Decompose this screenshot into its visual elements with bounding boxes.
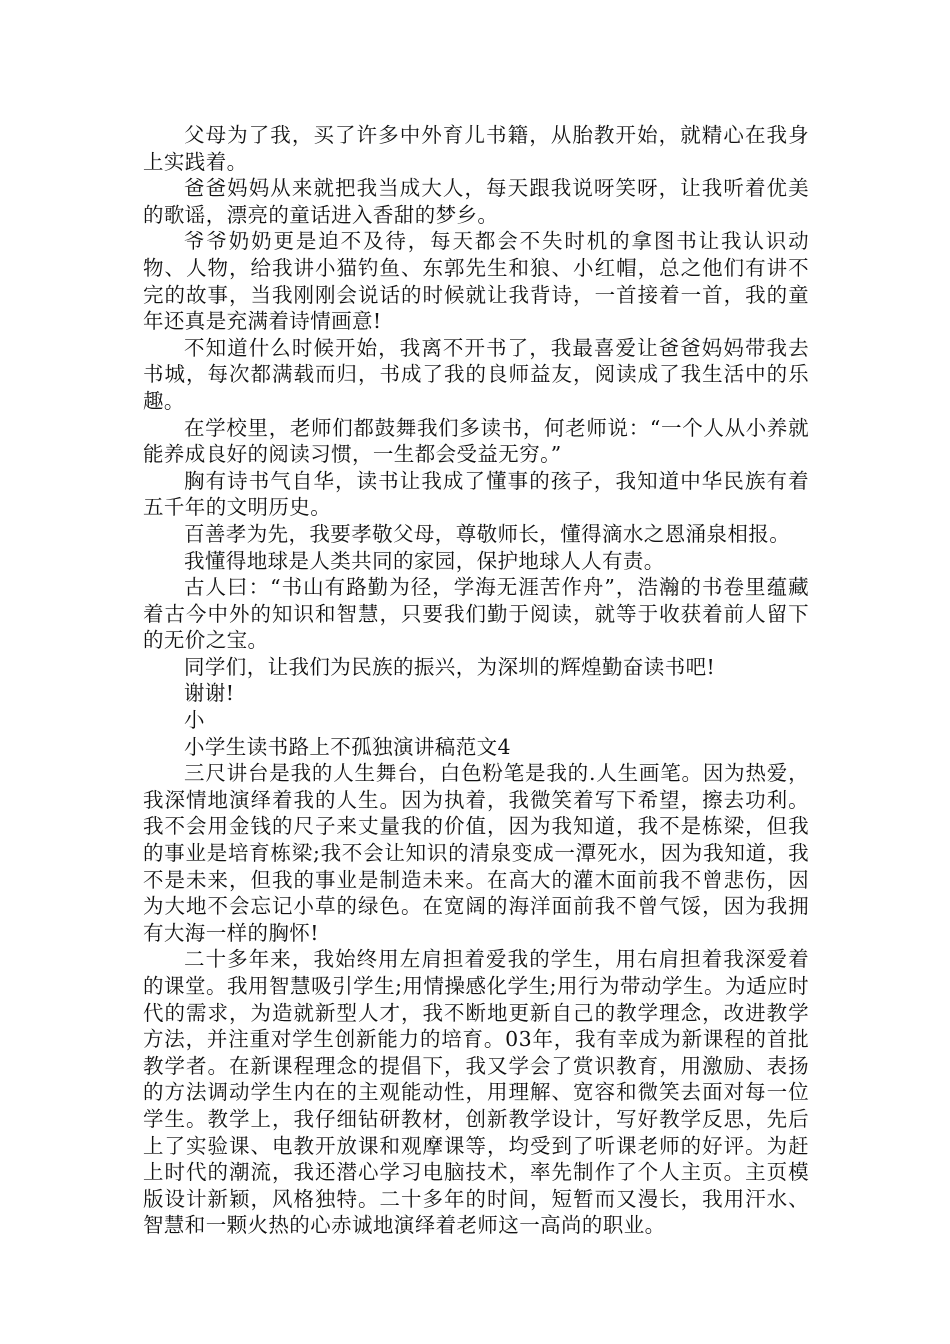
paragraph: 同学们，让我们为民族的振兴，为深圳的辉煌勤奋读书吧! xyxy=(184,654,716,679)
paragraph: 父母为了我，买了许多中外育儿书籍，从胎教开始，就精心在我身上实践着。 xyxy=(143,123,809,174)
closing-line: 谢谢! xyxy=(184,681,235,706)
paragraph: 古人曰：“书山有路勤为径，学海无涯苦作舟”，浩瀚的书卷里蕴藏着古今中外的知识和智慧，只要我们勤于阅读，就等于收获着前人留下的无价之宝。 xyxy=(143,575,809,653)
paragraph: 百善孝为先，我要孝敬父母，尊敬师长，懂得滴水之恩涌泉相报。 xyxy=(184,521,791,546)
paragraph: 不知道什么时候开始，我离不开书了，我最喜爱让爸爸妈妈带我去书城，每次都满载而归，书成了我的良师益友，阅读成了我生活中的乐趣。 xyxy=(143,335,809,413)
document-page xyxy=(143,122,809,1239)
paragraph: 三尺讲台是我的人生舞台，白色粉笔是我的.人生画笔。因为热爱，我深情地演绎着我的人生。因为执着，我微笑着写下希望，擦去功利。我不会用金钱的尺子来丈量我的价值，因为我知道，我不是栋梁，但我的事业是培育栋梁;我不会让知识的清泉变成一潭死水，因为我知道，我不是未来，但我的事业是制造未来。在高大的灌木面前我不曾悲伤，因为大地不会忘记小草的绿色。在宽阔的海洋面前我不曾气馁，因为我拥有大海一样的胸怀! xyxy=(143,761,809,945)
paragraph: 爷爷奶奶更是迫不及待，每天都会不失时机的拿图书让我认识动物、人物，给我讲小猫钓鱼、东郭先生和狼、小红帽，总之他们有讲不完的故事，当我刚刚会说话的时候就让我背诗，一首接着一首，我的童年还真是充满着诗情画意! xyxy=(143,229,809,334)
fragment-line: 小 xyxy=(184,708,205,733)
paragraph: 爸爸妈妈从来就把我当成大人，每天跟我说呀笑呀，让我听着优美的歌谣，漂亮的童话进入香甜的梦乡。 xyxy=(143,176,809,227)
paragraph: 我懂得地球是人类共同的家园，保护地球人人有责。 xyxy=(184,548,665,573)
paragraph: 胸有诗书气自华，读书让我成了懂事的孩子，我知道中华民族有着五千年的文明历史。 xyxy=(143,468,809,520)
paragraph: 二十多年来，我始终用左肩担着爱我的学生，用右肩担着我深爱着的课堂。我用智慧吸引学生;用情操感化学生;用行为带动学生。为适应时代的需求，为造就新型人才，我不断地更新自己的教学理念，改进教学方法，并注重对学生创新能力的培育。03年，我有幸成为新课程的首批教学者。在新课程理念的提倡下，我又学会了赏识教育，用激励、表扬的方法调动学生内在的主观能动性，用理解、宽容和微笑去面对每一位学生。教学上，我仔细钻研教材，创新教学设计，写好教学反思，先后上了实验课、电教开放课和观摩课等，均受到了听课老师的好评。为赶上时代的潮流，我还潜心学习电脑技术，率先制作了个人主页。主页模版设计新颖，风格独特。二十多年的时间，短暂而又漫长，我用汗水、智慧和一颗火热的心赤诚地演绎着老师这一高尚的职业。 xyxy=(143,947,809,1238)
section-title: 小学生读书路上不孤独演讲稿范文4 xyxy=(184,734,511,759)
paragraph: 在学校里，老师们都鼓舞我们多读书，何老师说：“一个人从小养就能养成良好的阅读习惯，一生都会受益无穷。” xyxy=(143,415,809,467)
